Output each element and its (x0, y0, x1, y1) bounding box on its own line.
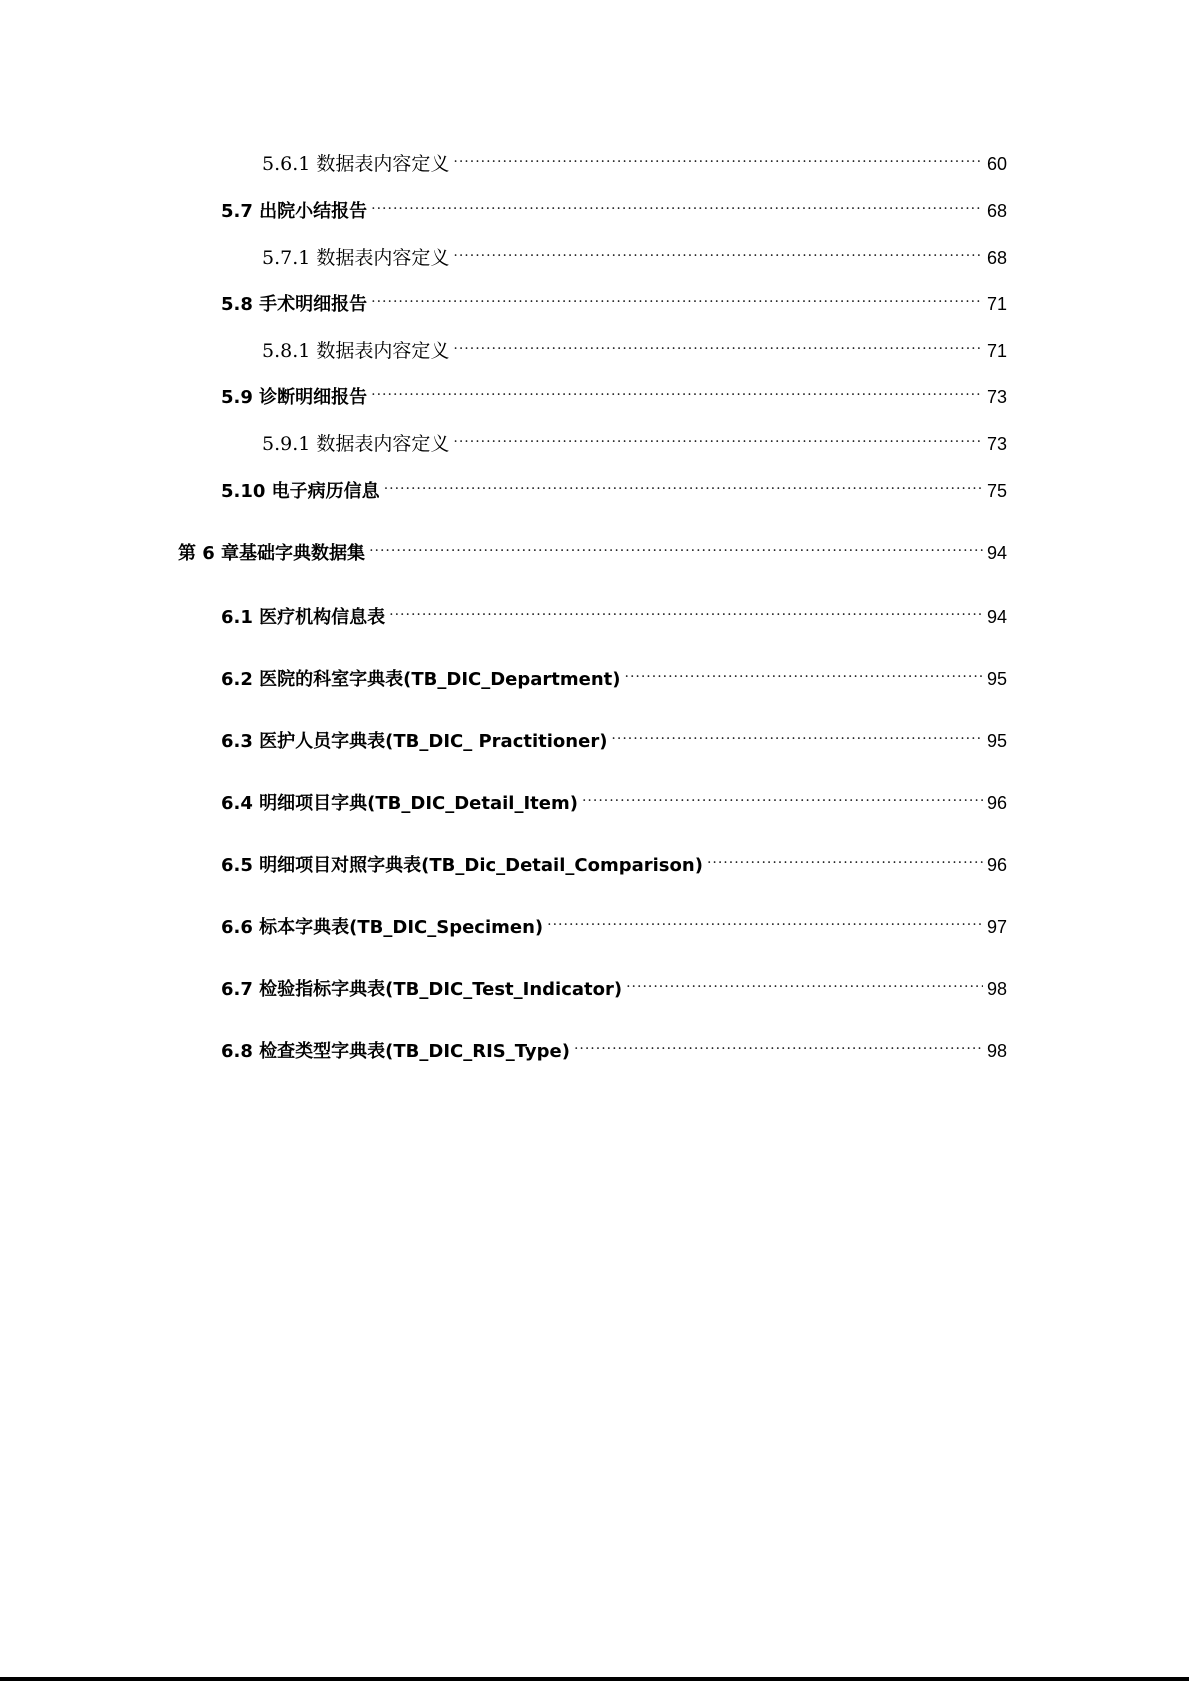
toc-entry-label: 5.8.1 数据表内容定义 (262, 340, 450, 362)
toc-entry[interactable] (178, 535, 1007, 566)
toc-entry-page: 73 (986, 387, 1007, 407)
toc-entry-label: 6.8 检查类型字典表(TB_DIC_RIS_Type) (221, 1041, 570, 1062)
toc-entry[interactable] (221, 193, 1007, 224)
toc-entry-page: 94 (986, 607, 1007, 627)
toc-entry-page: 98 (986, 979, 1007, 999)
toc-entry-label: 6.2 医院的科室字典表(TB_DIC_Department) (221, 669, 621, 690)
toc-entry-page: 95 (986, 731, 1007, 751)
toc-leader-dots (369, 535, 983, 559)
toc-leader-dots (371, 286, 983, 310)
toc-entry-page: 97 (986, 917, 1007, 937)
toc-entry-page: 96 (986, 855, 1007, 875)
toc-entry[interactable] (221, 286, 1007, 317)
toc-entry-page: 68 (986, 248, 1007, 268)
toc-leader-dots (625, 661, 983, 685)
toc-leader-dots (453, 146, 983, 170)
toc-leader-dots (547, 909, 983, 933)
toc-leader-dots (453, 426, 983, 450)
toc-entry-page: 98 (986, 1041, 1007, 1061)
toc-entry[interactable] (221, 971, 1007, 1002)
toc-entry[interactable] (262, 426, 1007, 456)
toc-leader-dots (574, 1033, 983, 1057)
toc-leader-dots (707, 847, 983, 871)
toc-entry-page: 71 (986, 341, 1007, 361)
toc-entry-label: 5.9 诊断明细报告 (221, 387, 368, 408)
toc-entry[interactable] (221, 1033, 1007, 1064)
toc-entry-label: 5.7.1 数据表内容定义 (262, 247, 450, 269)
toc-leader-dots (389, 599, 983, 623)
toc-leader-dots (371, 379, 983, 403)
toc-entry-label: 5.9.1 数据表内容定义 (262, 433, 450, 455)
toc-entry-label: 6.3 医护人员字典表(TB_DIC_ Practitioner) (221, 731, 608, 752)
toc-entry-page: 71 (986, 294, 1007, 314)
toc-entry-page: 96 (986, 793, 1007, 813)
toc-entry[interactable] (221, 661, 1007, 692)
toc-entry[interactable] (221, 379, 1007, 410)
toc-entry-label: 6.6 标本字典表(TB_DIC_Specimen) (221, 917, 544, 938)
toc-leader-dots (626, 971, 983, 995)
toc-entry[interactable] (221, 599, 1007, 630)
toc-leader-dots (384, 473, 983, 497)
toc-leader-dots (371, 193, 983, 217)
toc-entry-label: 6.7 检验指标字典表(TB_DIC_Test_Indicator) (221, 979, 623, 1000)
toc-leader-dots (582, 785, 983, 809)
toc-entry-label: 5.8 手术明细报告 (221, 294, 368, 315)
toc-entry[interactable] (221, 785, 1007, 816)
toc-entry-page: 94 (986, 543, 1007, 563)
toc-entry[interactable] (221, 723, 1007, 754)
toc-entry-label: 第 6 章基础字典数据集 (178, 543, 366, 564)
toc-entry-page: 95 (986, 669, 1007, 689)
toc-leader-dots (453, 333, 983, 357)
toc-entry-label: 5.6.1 数据表内容定义 (262, 153, 450, 175)
toc-entry[interactable] (262, 146, 1007, 176)
toc-entry-page: 68 (986, 201, 1007, 221)
toc-entry[interactable] (221, 847, 1007, 878)
toc-entry-label: 5.7 出院小结报告 (221, 201, 368, 222)
toc-entry-label: 5.10 电子病历信息 (221, 481, 380, 502)
toc-entry-page: 75 (986, 481, 1007, 501)
toc-entry-label: 6.5 明细项目对照字典表(TB_Dic_Detail_Comparison) (221, 855, 703, 876)
toc-entry-page: 60 (986, 154, 1007, 174)
page-bottom-border (0, 1677, 1189, 1681)
toc-entry[interactable] (221, 909, 1007, 940)
toc-entry-page: 73 (986, 434, 1007, 454)
toc-entry-label: 6.1 医疗机构信息表 (221, 607, 386, 628)
toc-entry[interactable] (221, 473, 1007, 504)
toc-entry-label: 6.4 明细项目字典(TB_DIC_Detail_Item) (221, 793, 578, 814)
toc-leader-dots (611, 723, 983, 747)
toc-leader-dots (453, 240, 983, 264)
toc-entry[interactable] (262, 240, 1007, 270)
toc-entry[interactable] (262, 333, 1007, 363)
